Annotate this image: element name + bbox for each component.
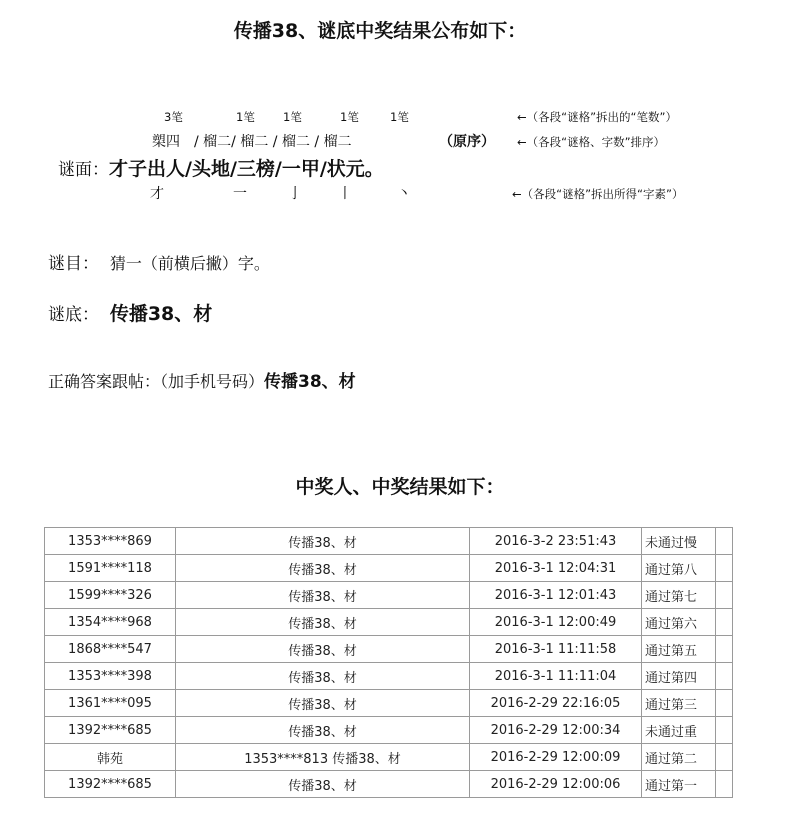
table-row — [45, 663, 733, 690]
winner-answer: 传播38、材 — [176, 528, 470, 555]
table-row — [45, 771, 733, 798]
winner-name: 1354****968 — [45, 609, 176, 636]
winner-result: 未通过重 — [642, 717, 716, 744]
note-order: ←（各段“谜格、字数”排序） — [517, 135, 666, 149]
riddle-label: 谜面： — [58, 160, 109, 180]
original-order: （原序） — [439, 134, 495, 150]
winner-name: 1599****326 — [45, 582, 176, 609]
stroke-count: 3笔 — [164, 110, 183, 124]
winner-answer: 传播38、材 — [176, 609, 470, 636]
winner-result: 通过第七 — [642, 582, 716, 609]
winner-result: 通过第三 — [642, 690, 716, 717]
empty-cell — [716, 771, 733, 798]
riddle-face-text: 才子出人/头地/三榜/一甲/状元。 — [109, 158, 384, 180]
winner-result: 通过第四 — [642, 663, 716, 690]
hint-value: 猜一（前横后撇）字。 — [109, 254, 270, 273]
winner-result: 通过第一 — [642, 771, 716, 798]
winner-time: 2016-2-29 12:00:34 — [470, 717, 642, 744]
winner-time: 2016-2-29 22:16:05 — [470, 690, 642, 717]
table-row — [45, 555, 733, 582]
element-glyph: 丶 — [397, 186, 411, 202]
winner-time: 2016-3-1 11:11:04 — [470, 663, 642, 690]
riddle-face — [58, 154, 384, 181]
table-row — [45, 582, 733, 609]
empty-cell — [716, 582, 733, 609]
follow-label: 正确答案跟帖：（加手机号码） — [48, 372, 265, 391]
winner-answer: 传播38、材 — [176, 663, 470, 690]
empty-cell — [716, 609, 733, 636]
empty-cell — [716, 690, 733, 717]
winner-result: 通过第八 — [642, 555, 716, 582]
stroke-count: 1笔 — [390, 110, 409, 124]
winner-time: 2016-3-1 12:01:43 — [470, 582, 642, 609]
empty-cell — [716, 744, 733, 771]
winner-name: 1392****685 — [45, 717, 176, 744]
table-row — [45, 636, 733, 663]
answer-line — [48, 299, 212, 326]
winner-time: 2016-2-29 12:00:09 — [470, 744, 642, 771]
element-glyph: 才 — [150, 186, 164, 202]
winner-result: 通过第二 — [642, 744, 716, 771]
winner-answer: 1353****813 传播38、材 — [176, 744, 470, 771]
stroke-count: 1笔 — [283, 110, 302, 124]
element-glyph: 一 — [233, 186, 247, 202]
table-row — [45, 609, 733, 636]
empty-cell — [716, 636, 733, 663]
winner-time: 2016-3-1 12:00:49 — [470, 609, 642, 636]
answer-value: 传播38、材 — [109, 303, 213, 325]
winner-answer: 传播38、材 — [176, 690, 470, 717]
stroke-count: 1笔 — [236, 110, 255, 124]
riddle-parts: 槊四 / 榴二/ 榴二 / 榴二 / 榴二 — [152, 134, 352, 150]
winner-answer: 传播38、材 — [176, 555, 470, 582]
answer-label: 谜底： — [48, 305, 99, 325]
winner-time: 2016-3-1 12:04:31 — [470, 555, 642, 582]
winner-answer: 传播38、材 — [176, 636, 470, 663]
note-strokes: ←（各段“谜格”拆出的“笔数”） — [517, 110, 677, 124]
winner-name: 1353****398 — [45, 663, 176, 690]
element-glyph: 亅 — [288, 186, 302, 202]
element-glyph: 丨 — [338, 186, 352, 202]
empty-cell — [716, 555, 733, 582]
table-row — [45, 690, 733, 717]
winner-answer: 传播38、材 — [176, 582, 470, 609]
table-row — [45, 528, 733, 555]
empty-cell — [716, 663, 733, 690]
follow-line — [48, 367, 356, 392]
winner-time: 2016-2-29 12:00:06 — [470, 771, 642, 798]
table-row — [45, 744, 733, 771]
winner-result: 未通过慢 — [642, 528, 716, 555]
winner-answer: 传播38、材 — [176, 771, 470, 798]
winner-name: 1392****685 — [45, 771, 176, 798]
winner-name: 1361****095 — [45, 690, 176, 717]
winner-name: 1591****118 — [45, 555, 176, 582]
winner-name: 韩苑 — [45, 744, 176, 771]
note-elements: ←（各段“谜格”拆出所得“字素”） — [512, 187, 684, 201]
hint-line — [48, 249, 270, 274]
winner-answer: 传播38、材 — [176, 717, 470, 744]
winner-name: 1353****869 — [45, 528, 176, 555]
winner-time: 2016-3-2 23:51:43 — [470, 528, 642, 555]
winner-time: 2016-3-1 11:11:58 — [470, 636, 642, 663]
winner-result: 通过第五 — [642, 636, 716, 663]
winner-name: 1868****547 — [45, 636, 176, 663]
winners-table — [44, 527, 733, 798]
follow-value: 传播38、材 — [264, 372, 356, 392]
empty-cell — [716, 528, 733, 555]
winner-result: 通过第六 — [642, 609, 716, 636]
hint-label: 谜目： — [48, 254, 99, 274]
winners-title: 中奖人、中奖结果如下： — [295, 476, 505, 498]
table-row — [45, 717, 733, 744]
empty-cell — [716, 717, 733, 744]
stroke-count: 1笔 — [340, 110, 359, 124]
page-title: 传播38、谜底中奖结果公布如下： — [233, 20, 527, 42]
